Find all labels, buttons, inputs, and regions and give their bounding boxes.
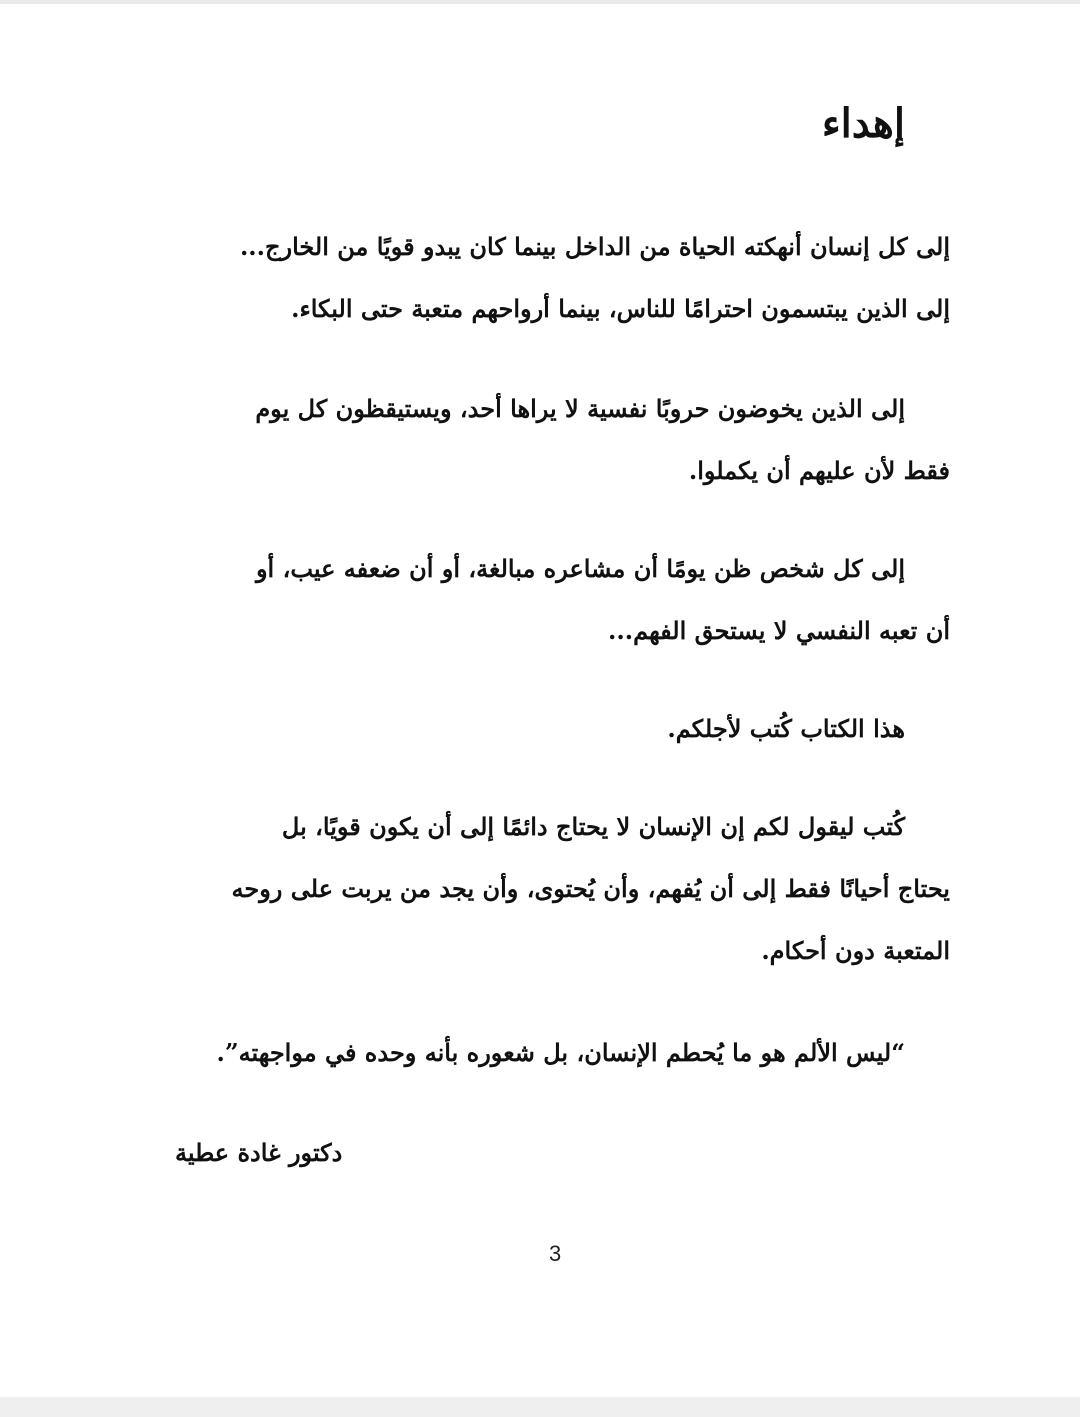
- bottom-border: [0, 1397, 1080, 1417]
- author-signature: دكتور غادة عطية: [175, 1138, 343, 1167]
- dedication-line-9: يحتاج أحيانًا فقط إلى أن يُفهم، وأن يُحتوى، وأن يجد من يربت على روحه: [231, 874, 950, 903]
- dedication-line-4: فقط لأن عليهم أن يكملوا.: [688, 456, 950, 485]
- dedication-line-5: إلى كل شخص ظن يومًا أن مشاعره مبالغة، أو أن ضعفه عيب، أو: [255, 554, 905, 583]
- closing-quote: “ليس الألم هو ما يُحطم الإنسان، بل شعوره بأنه وحده في مواجهته”.: [216, 1038, 905, 1067]
- dedication-line-10: المتعبة دون أحكام.: [761, 936, 950, 965]
- page-number: 3: [549, 1241, 562, 1266]
- dedication-line-8: كُتب ليقول لكم إن الإنسان لا يحتاج دائمًا إلى أن يكون قويًا، بل: [281, 812, 905, 841]
- dedication-line-3: إلى الذين يخوضون حروبًا نفسية لا يراها أحد، ويستيقظون كل يوم: [255, 394, 905, 423]
- dedication-line-2: إلى الذين يبتسمون احترامًا للناس، بينما أرواحهم متعبة حتى البكاء.: [291, 294, 950, 323]
- dedication-line-6: أن تعبه النفسي لا يستحق الفهم...: [608, 616, 950, 645]
- page-title: إهداء: [821, 100, 905, 147]
- dedication-line-1: إلى كل إنسان أنهكته الحياة من الداخل بينما كان يبدو قويًا من الخارج...: [239, 232, 950, 261]
- dedication-line-7: هذا الكتاب كُتب لأجلكم.: [667, 714, 905, 743]
